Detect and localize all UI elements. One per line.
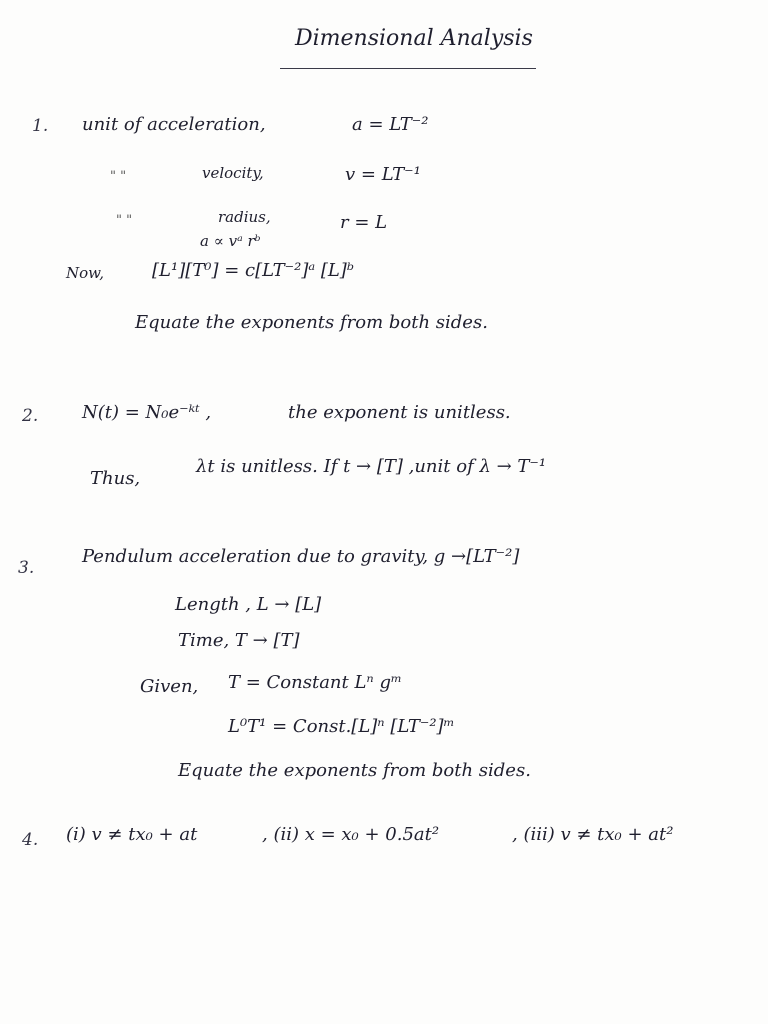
q1-line3-label: radius,: [218, 208, 271, 226]
q3-equate-note: Equate the exponents from both sides.: [178, 760, 531, 781]
q2-expression: N(t) = N₀e⁻ᵏᵗ ,: [82, 402, 212, 423]
q1-line1-expr: a = LT⁻²: [352, 114, 429, 135]
q3-time: Time, T → [T]: [178, 630, 300, 651]
q4-number: 4.: [22, 830, 39, 850]
q2-thus-text: λt is unitless. If t → [T] ,unit of λ → T⁻¹: [196, 456, 547, 477]
q4-option-ii: , (ii) x = x₀ + 0.5at²: [262, 824, 440, 845]
page-title: Dimensional Analysis: [295, 26, 533, 51]
q4-option-iii: , (iii) v ≠ tx₀ + at²: [512, 824, 674, 845]
q3-number: 3.: [18, 558, 35, 578]
q4-option-i: (i) v ≠ tx₀ + at: [66, 824, 198, 845]
q3-length: Length , L → [L]: [175, 594, 322, 615]
q3-given-expr: T = Constant Lⁿ gᵐ: [228, 672, 403, 693]
q2-note: the exponent is unitless.: [288, 402, 511, 423]
q1-line3-ditto: " ": [116, 213, 133, 228]
q3-heading: Pendulum acceleration due to gravity, g →[LT⁻²]: [82, 546, 520, 567]
q2-thus-label: Thus,: [90, 468, 141, 489]
q1-proportionality: a ∝ vᵃ rᵇ: [200, 232, 261, 250]
q1-now-expr: [L¹][T⁰] = c[LT⁻²]ᵃ [L]ᵇ: [152, 260, 355, 281]
q1-line2-ditto: " ": [110, 169, 127, 184]
q1-line3-expr: r = L: [340, 212, 388, 233]
q1-line2-label: velocity,: [202, 164, 264, 182]
q1-line1-label: unit of acceleration,: [82, 114, 266, 135]
q3-equation: L⁰T¹ = Const.[L]ⁿ [LT⁻²]ᵐ: [228, 716, 455, 737]
q1-line2-expr: v = LT⁻¹: [345, 164, 421, 185]
title-underline: [280, 68, 536, 69]
q1-number: 1.: [32, 116, 49, 136]
q3-given-label: Given,: [140, 676, 199, 697]
q2-number: 2.: [22, 406, 39, 426]
q1-now-label: Now,: [66, 264, 104, 282]
q1-equate-note: Equate the exponents from both sides.: [135, 312, 488, 333]
